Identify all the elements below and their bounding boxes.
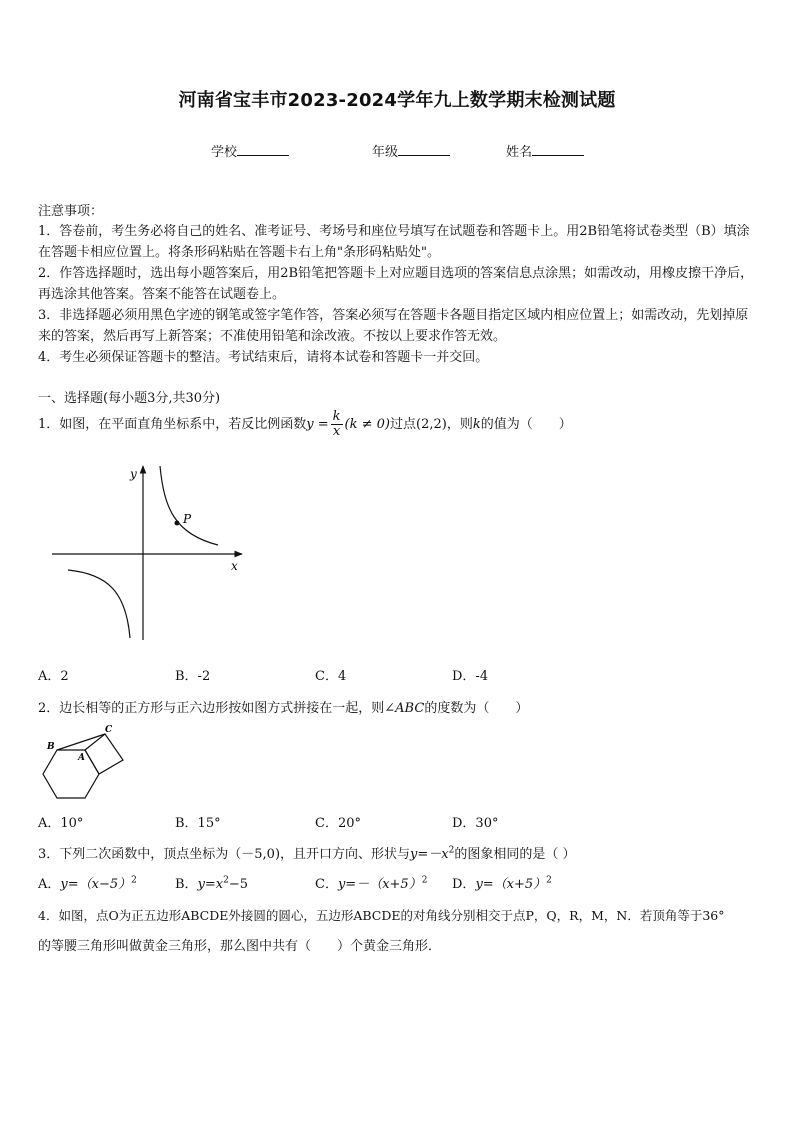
page-title: 河南省宝丰市2023-2024学年九上数学期末检测试题 — [178, 90, 616, 111]
label-c: C — [105, 725, 113, 735]
hexagon — [43, 750, 99, 798]
q3-a-expr: y=（x−5） — [60, 877, 132, 892]
q1-end: 的值为（ ） — [480, 417, 572, 432]
q2-text: 2．边长相等的正方形与正六边形按如图方式拼接在一起，则 — [38, 701, 385, 716]
q3-c-sup: 2 — [421, 875, 428, 886]
school-field — [211, 141, 289, 160]
q3-text: 3．下列二次函数中，顶点坐标为（－5,0)，且开口方向、形状与 — [38, 847, 411, 862]
name-field — [506, 141, 584, 160]
question-3 — [38, 843, 575, 862]
q2-option-d[interactable]: D．30° — [452, 816, 499, 831]
q1-figure — [48, 462, 248, 644]
grade-field — [372, 141, 450, 160]
q2-end: 的度数为（ ） — [424, 701, 529, 716]
question-4-line-2: 的等腰三角形叫做黄金三角形，那么图中共有（ ）个黄金三角形． — [38, 939, 442, 954]
q3-option-b[interactable] — [175, 873, 248, 892]
q3-b-tail: −5 — [228, 877, 249, 892]
question-4-line-1: 4．如图，点O为正五边形ABCDE外接圆的圆心，五边形ABCDE的对角线分别相交于点P，Q，R，M，N．若顶角等于36° — [38, 908, 725, 923]
q1-option-b[interactable]: B．-2 — [175, 669, 211, 684]
question-1 — [38, 410, 572, 439]
p-label: P — [183, 512, 192, 526]
school-blank[interactable] — [237, 143, 289, 156]
q3-sup: 2 — [448, 845, 455, 856]
q1-func: y = — [306, 417, 329, 432]
q3-a-label: A． — [38, 877, 61, 892]
q3-b-label: B． — [175, 877, 198, 892]
q3-d-label: D． — [452, 877, 476, 892]
q1-option-d[interactable]: D．-4 — [452, 669, 489, 684]
q1-point: (2,2) — [416, 417, 447, 432]
y-label: y — [130, 467, 137, 481]
q1-mid: 过点 — [390, 417, 417, 432]
q3-end: 的图象相同的是（ ） — [454, 847, 576, 862]
q2-option-b[interactable]: B．15° — [175, 816, 221, 831]
q3-c-label: C． — [315, 877, 338, 892]
q3-b-sup: 2 — [223, 875, 229, 886]
q1-var: k — [472, 417, 481, 432]
q3-c-expr: y=－（x+5） — [337, 877, 422, 892]
q3-a-sup: 2 — [131, 875, 137, 886]
notes-header: 注意事项： — [38, 204, 104, 219]
square — [85, 734, 123, 774]
school-label: 学校 — [211, 145, 238, 160]
q3-d-expr: y=（x+5） — [475, 877, 547, 892]
q2-angle: ∠ABC — [384, 701, 425, 716]
q2-option-a[interactable]: A．10° — [38, 816, 84, 831]
section-heading: 一、选择题(每小题3分,共30分) — [38, 391, 221, 406]
hyperbola-branch-2 — [68, 570, 130, 638]
point-p — [175, 521, 180, 526]
q1-option-a[interactable]: A．2 — [38, 669, 69, 684]
q1-fraction — [331, 410, 343, 439]
q1-option-c[interactable]: C．4 — [315, 669, 347, 684]
note-item-4: 4．考生必须保证答题卡的整洁。考试结束后，请将本试卷和答题卡一并交回。 — [38, 350, 489, 365]
note-item-2: 2．作答选择题时，选出每小题答案后，用2B铅笔把答题卡上对应题目选项的答案信息点涂黑；如需改动，用橡皮擦干净后，再选涂其他答案。答案不能答在试题卷上。 — [38, 266, 754, 302]
q3-option-a[interactable] — [38, 873, 137, 892]
grade-blank[interactable] — [398, 143, 450, 156]
segment-bc — [57, 734, 105, 750]
q3-d-sup: 2 — [546, 875, 552, 886]
name-blank[interactable] — [532, 143, 584, 156]
q3-func: y=－x — [410, 847, 449, 862]
note-item-3: 3．非选择题必须用黑色字迹的钢笔或签字笔作答，答案必须写在答题卡各题目指定区域内相应位置上；如需改动，先划掉原来的答案，然后再写上新答案；不准使用铅笔和涂改液。不按以上要求作答无效。 — [38, 308, 749, 344]
note-item-1: 1．答卷前，考生务必将自己的姓名、准考证号、考场号和座位号填写在试题卷和答题卡上。用2B铅笔将试卷类型（B）填涂在答题卡相应位置上。将条形码粘贴在答题卡右上角"条形码粘贴处"。 — [38, 224, 750, 260]
label-b: B — [47, 742, 55, 752]
q3-b-expr: y=x — [197, 877, 224, 892]
q1-cond: (k ≠ 0) — [344, 417, 390, 432]
q2-figure — [34, 722, 134, 804]
hyperbola-branch-1 — [160, 466, 218, 545]
x-label: x — [231, 559, 238, 573]
grade-label: 年级 — [372, 145, 399, 160]
q1-text: 1．如图，在平面直角坐标系中，若反比例函数 — [38, 417, 307, 432]
question-2 — [38, 697, 528, 716]
q1-frac-den: x — [332, 424, 341, 439]
q2-option-c[interactable]: C．20° — [315, 816, 361, 831]
label-a: A — [78, 753, 85, 763]
q1-tail: ，则 — [446, 417, 473, 432]
name-label: 姓名 — [506, 145, 533, 160]
q1-frac-num: k — [332, 409, 341, 424]
q3-option-c[interactable] — [315, 873, 427, 892]
q3-option-d[interactable] — [452, 873, 552, 892]
